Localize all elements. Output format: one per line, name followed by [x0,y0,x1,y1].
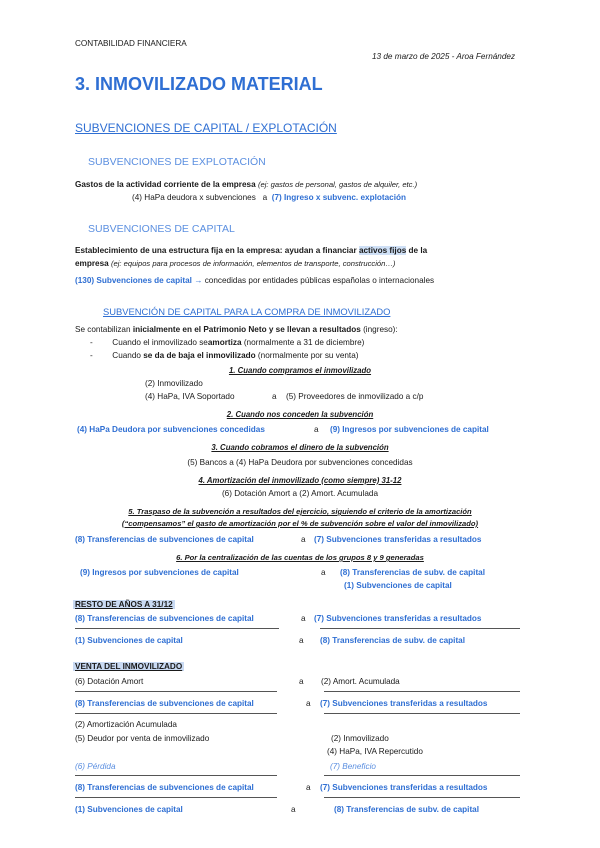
resto-r1-debit: (8) Transferencias de subvenciones de capital [75,614,254,623]
capital-line1-text: Establecimiento de una estructura fija en la empresa: ayudan a financiar [75,246,357,255]
venta-r2-credit: (7) Subvenciones transferidas a resultados [320,699,488,708]
venta-r3-l2: (5) Deudor por venta de inmovilizado [75,734,210,743]
capital-heading: SUBVENCIONES DE CAPITAL [88,223,235,235]
capital-line1-end: de la [408,246,428,255]
step6-a: a [321,568,326,577]
step6-credit2: (1) Subvenciones de capital [344,581,452,590]
step2-a: a [314,425,319,434]
step1-a: a [272,392,277,401]
compra-heading: SUBVENCIÓN DE CAPITAL PARA LA COMPRA DE INMOVILIZADO [103,306,391,317]
venta-r5-credit: (8) Transferencias de subv. de capital [334,805,480,814]
step1-l1: (2) Inmovilizado [145,379,203,388]
venta-r1-a: a [299,677,304,686]
venta-heading: VENTA DEL INMOVILIZADO [75,662,183,671]
resto-r1-a: a [301,614,306,623]
compra-intro-post: (ingreso): [363,325,398,334]
step2-debit: (4) HaPa Deudora por subvenciones concedidas [77,425,265,434]
bullet-1-post: (normalmente a 31 de diciembre) [243,338,365,347]
capital-line2-note: (ej: equipos para procesos de información, elementos de transporte, construcción…) [110,259,396,268]
venta-r4-a: a [306,783,311,792]
step2-title: 2. Cuando nos conceden la subvención [226,410,374,419]
resto-heading: RESTO DE AÑOS A 31/12 [75,600,173,609]
capital-line3-rest: concedidas por entidades públicas españolas o internacionales [204,276,435,285]
page-title: 3. INMOVILIZADO MATERIAL [75,74,323,94]
explotacion-heading: SUBVENCIONES DE EXPLOTACIÓN [88,156,266,168]
resto-r2-debit: (1) Subvenciones de capital [75,636,183,645]
venta-divider-2-right [324,713,520,714]
step3-title: 3. Cuando cobramos el dinero de la subvención [211,443,389,452]
venta-r4-debit: (8) Transferencias de subvenciones de capital [75,783,254,792]
venta-divider-4-left [75,797,277,798]
step1-credit: (5) Proveedores de inmovilizado a c/p [286,392,424,401]
compra-intro-bold: inicialmente en el Patrimonio Neto y se llevan a resultados [132,325,361,334]
step1-title: 1. Cuando compramos el inmovilizado [228,366,372,375]
step1-l2: (4) HaPa, IVA Soportado [145,392,235,401]
capital-line3 [75,276,434,285]
compra-intro-pre: Se contabilizan [75,325,131,334]
capital-line2-bold: empresa [75,259,109,268]
venta-r3-loss: (6) Pérdida [75,762,116,771]
explotacion-line1-bold: Gastos de la actividad corriente de la empresa [75,180,256,189]
capital-line3-blue: (130) Subvenciones de capital [75,276,192,285]
step5-a: a [301,535,306,544]
venta-r3-c2: (4) HaPa, IVA Repercutido [327,747,423,756]
venta-divider-3-right [324,775,520,776]
bullet-2-post: (normalmente por su venta) [257,351,359,360]
capital-line2 [75,259,395,268]
capital-line1-highlight: activos fijos [358,246,407,255]
resto-divider-left [75,628,279,629]
step6-title: 6. Por la centralización de las cuentas de los grupos 8 y 9 generadas [176,553,424,562]
explotacion-debit: (4) HaPa deudora x subvenciones [132,193,256,202]
section-heading: SUBVENCIONES DE CAPITAL / EXPLOTACIÓN [75,121,337,135]
venta-r5-debit: (1) Subvenciones de capital [75,805,183,814]
venta-divider-2-left [75,713,277,714]
venta-r3-l1: (2) Amortización Acumulada [75,720,177,729]
step3-text: (5) Bancos a (4) HaPa Deudora por subvenciones concedidas [187,458,413,467]
step2-credit: (9) Ingresos por subvenciones de capital [330,425,489,434]
explotacion-a: a [262,193,268,202]
step5-debit: (8) Transferencias de subvenciones de capital [75,535,254,544]
venta-divider-1-left [75,691,277,692]
venta-divider-3-left [75,775,277,776]
explotacion-entry [132,193,406,202]
explotacion-line1 [75,180,417,189]
venta-divider-4-right [324,797,520,798]
step5-title1: 5. Traspaso de la subvención a resultados del ejercicio, siguiendo el criterio de la amortización [128,507,472,516]
step5-credit: (7) Subvenciones transferidas a resultados [314,535,482,544]
step4-title: 4. Amortización del inmovilizado (como siempre) 31-12 [198,476,402,485]
arrow-right-icon: → [194,276,203,285]
step5-title2: (“compensamos” el gasto de amortización por el % de subvención sobre el valor del inmovilizado) [121,519,479,528]
bullet-1-pre: Cuando el inmovilizado se [112,338,208,347]
bullet-1: - Cuando el inmovilizado seamortiza (normalmente a 31 de diciembre) [90,338,365,347]
bullet-2: - Cuando se da de baja el inmovilizado (normalmente por su venta) [90,351,359,360]
step4-text: (6) Dotación Amort a (2) Amort. Acumulada [221,489,379,498]
explotacion-line1-note: (ej: gastos de personal, gastos de alquiler, etc.) [257,180,418,189]
header-right: 13 de marzo de 2025 - Aroa Fernández [372,52,516,61]
resto-divider-right [320,628,520,629]
venta-r2-debit: (8) Transferencias de subvenciones de capital [75,699,254,708]
venta-r5-a: a [291,805,296,814]
bullet-2-bold: se da de baja el inmovilizado [143,351,256,360]
venta-divider-1-right [324,691,520,692]
venta-r2-a: a [306,699,311,708]
venta-r3-c1: (2) Inmovilizado [331,734,389,743]
header-left: CONTABILIDAD FINANCIERA [75,39,187,48]
resto-r2-credit: (8) Transferencias de subv. de capital [320,636,466,645]
venta-r1-debit: (6) Dotación Amort [75,677,144,686]
capital-line1 [75,246,427,255]
resto-r2-a: a [299,636,304,645]
explotacion-credit: (7) Ingreso x subvenc. explotación [271,193,406,202]
resto-r1-credit: (7) Subvenciones transferidas a resultados [314,614,482,623]
step6-credit1: (8) Transferencias de subv. de capital [340,568,486,577]
step6-debit: (9) Ingresos por subvenciones de capital [80,568,239,577]
bullet-1-bold: amortiza [207,338,242,347]
venta-r3-gain: (7) Beneficio [330,762,376,771]
venta-r1-credit: (2) Amort. Acumulada [321,677,400,686]
bullet-2-pre: Cuando [112,351,141,360]
venta-r4-credit: (7) Subvenciones transferidas a resultados [320,783,488,792]
compra-intro [75,325,398,334]
